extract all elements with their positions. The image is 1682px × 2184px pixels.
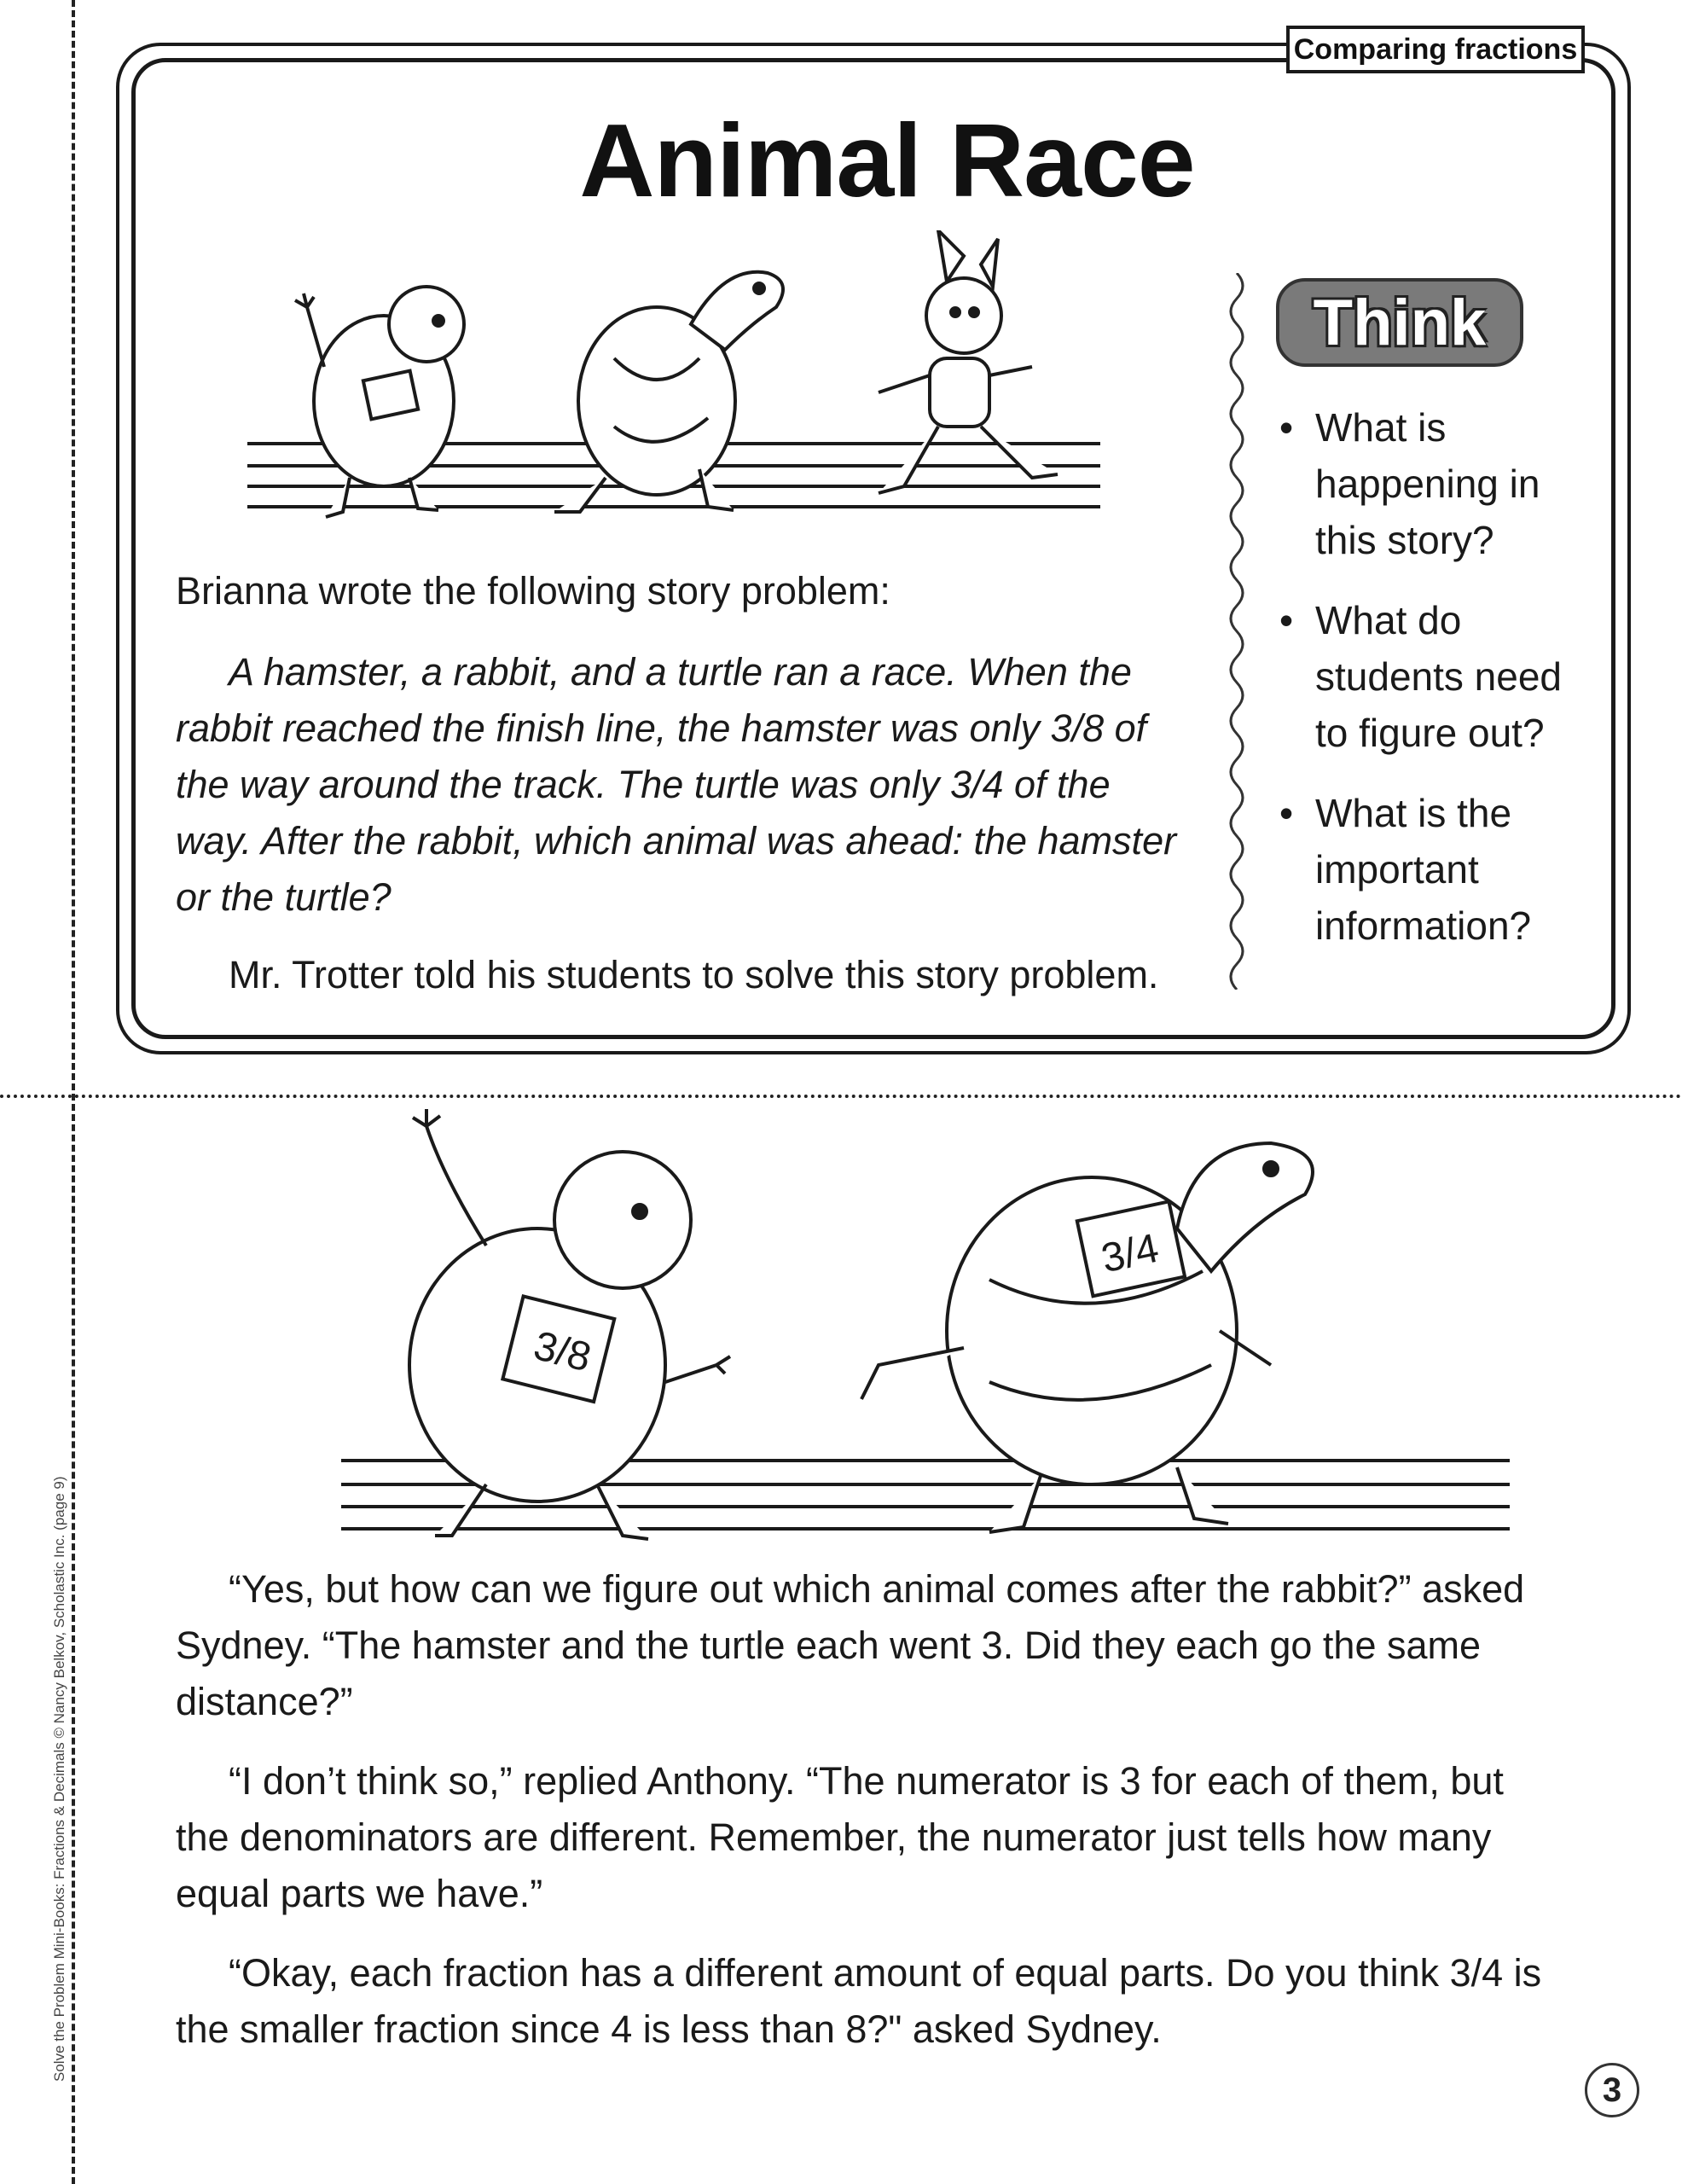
hamster-figure	[295, 287, 464, 517]
story-closing: Mr. Trotter told his students to solve this story problem.	[229, 953, 1159, 996]
think-badge: Think	[1276, 278, 1523, 367]
turtle-bib-label: 3/4	[1097, 1225, 1163, 1282]
cut-line-vertical	[72, 0, 75, 2184]
page-number: 3	[1585, 2063, 1639, 2117]
race-illustration-top	[247, 230, 1109, 537]
topic-tab: Comparing fractions	[1286, 26, 1585, 73]
fold-line-horizontal	[0, 1095, 1682, 1098]
wavy-divider	[1220, 273, 1254, 990]
hamster-figure	[409, 1109, 730, 1539]
story-intro: Brianna wrote the following story problem:	[176, 569, 890, 613]
page-title: Animal Race	[579, 102, 1195, 218]
dialogue-paragraph: “Okay, each fraction has a different amount of equal parts. Do you think 3/4 is the smaller fraction since 4 is less than 8?" asked Sydney.	[176, 1951, 1542, 2051]
race-illustration-bottom	[341, 1109, 1518, 1553]
think-questions	[1279, 399, 1604, 978]
dialogue-paragraph: “Yes, but how can we figure out which animal comes after the rabbit?” asked Sydney. “The hamster and the turtle each went 3. Did they each go the same distance?”	[176, 1567, 1525, 1723]
hamster-bib-label: 3/8	[529, 1322, 596, 1381]
think-question: • What is happening in this story?	[1279, 399, 1604, 568]
turtle-figure	[861, 1143, 1313, 1532]
rabbit-figure	[879, 230, 1058, 493]
turtle-figure	[554, 272, 783, 512]
think-question: • What do students need to figure out?	[1279, 592, 1604, 761]
think-question: • What is the important information?	[1279, 785, 1604, 954]
story-problem: A hamster, a rabbit, and a turtle ran a race. When the rabbit reached the finish line, the hamster was only 3/8 of the way around the track. The turtle was only 3/4 of the way. After the rabbit, which animal was ahead: the hamster or the turtle?	[176, 650, 1177, 919]
copyright-credit: Solve the Problem Mini-Books: Fractions & Decimals © Nancy Belkov, Scholastic Inc. (page 9)	[51, 1476, 67, 2082]
dialogue-paragraph: “I don’t think so,” replied Anthony. “The numerator is 3 for each of them, but the denominators are different. Remember, the numerator just tells how many equal parts we have.”	[176, 1759, 1504, 1915]
